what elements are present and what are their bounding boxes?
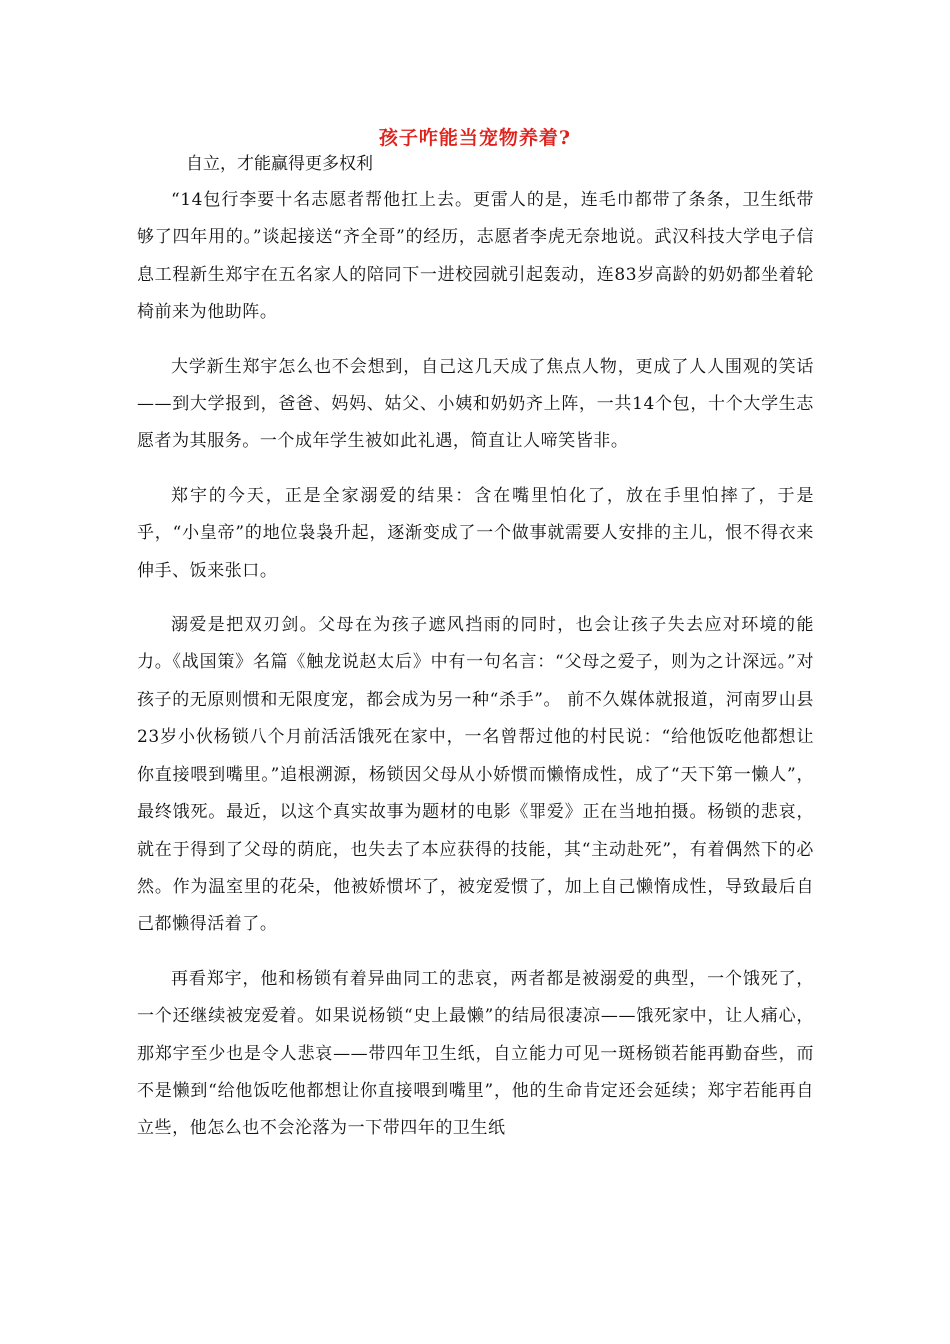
paragraph-5: 再看郑宇，他和杨锁有着异曲同工的悲哀，两者都是被溺爱的典型，一个饿死了，一个还继续被宠爱着。如果说杨锁“史上最懒”的结局很凄凉——饿死家中，让人痛心，那郑宇至少也是令人悲哀——带四年卫生纸，自立能力可见一斑杨锁若能再勤奋些，而不是懒到“给他饭吃他都想让你直接喂到嘴里”，他的生命肯定还会延续；郑宇若能再自立些，他怎么也不会沦落为一下带四年的卫生纸 bbox=[137, 968, 814, 1139]
paragraph-3: 郑宇的今天，正是全家溺爱的结果：含在嘴里怕化了，放在手里怕摔了，于是乎，“小皇帝”的地位袅袅升起，逐渐变成了一个做事就需要人安排的主儿，恨不得衣来伸手、饭来张口。 bbox=[137, 485, 814, 581]
paragraph-4: 溺爱是把双刃剑。父母在为孩子遮风挡雨的同时，也会让孩子失去应对环境的能力。《战国策》名篇《触龙说赵太后》中有一句名言：“父母之爱子，则为之计深远。”对孩子的无原则惯和无限度宠，都会成为另一种“杀手”。 前不久媒体就报道，河南罗山县23岁小伙杨锁八个月前活活饿死在家中，一名曾帮过他的村民说：“给他饭吃他都想让你直接喂到嘴里。”追根溯源，杨锁因父母从小娇惯而懒惰成性，成了“天下第一懒人”，最终饿死。最近，以这个真实故事为题材的电影《罪爱》正在当地拍摄。杨锁的悲哀，就在于得到了父母的荫庇，也失去了本应获得的技能，其“主动赴死”，有着偶然下的必然。作为温室里的花朵，他被娇惯坏了，被宠爱惯了，加上自己懒惰成性，导致最后自己都懒得活着了。 bbox=[137, 615, 814, 935]
document-subtitle: 自立，才能赢得更多权利 bbox=[186, 154, 373, 174]
document-title: 孩子咋能当宠物养着? bbox=[378, 127, 572, 149]
paragraph-1: “14包行李要十名志愿者帮他扛上去。更雷人的是，连毛巾都带了条条，卫生纸带够了四年用的。”谈起接送“齐全哥”的经历，志愿者李虎无奈地说。武汉科技大学电子信息工程新生郑宇在五名家人的陪同下一进校园就引起轰动，连83岁高龄的奶奶都坐着轮椅前来为他助阵。 bbox=[137, 190, 814, 323]
document-body bbox=[137, 182, 814, 1165]
paragraph-2: 大学新生郑宇怎么也不会想到，自己这几天成了焦点人物，更成了人人围观的笑话——到大学报到，爸爸、妈妈、姑父、小姨和奶奶齐上阵，一共14个包，十个大学生志愿者为其服务。一个成年学生被如此礼遇，简直让人啼笑皆非。 bbox=[137, 356, 814, 452]
